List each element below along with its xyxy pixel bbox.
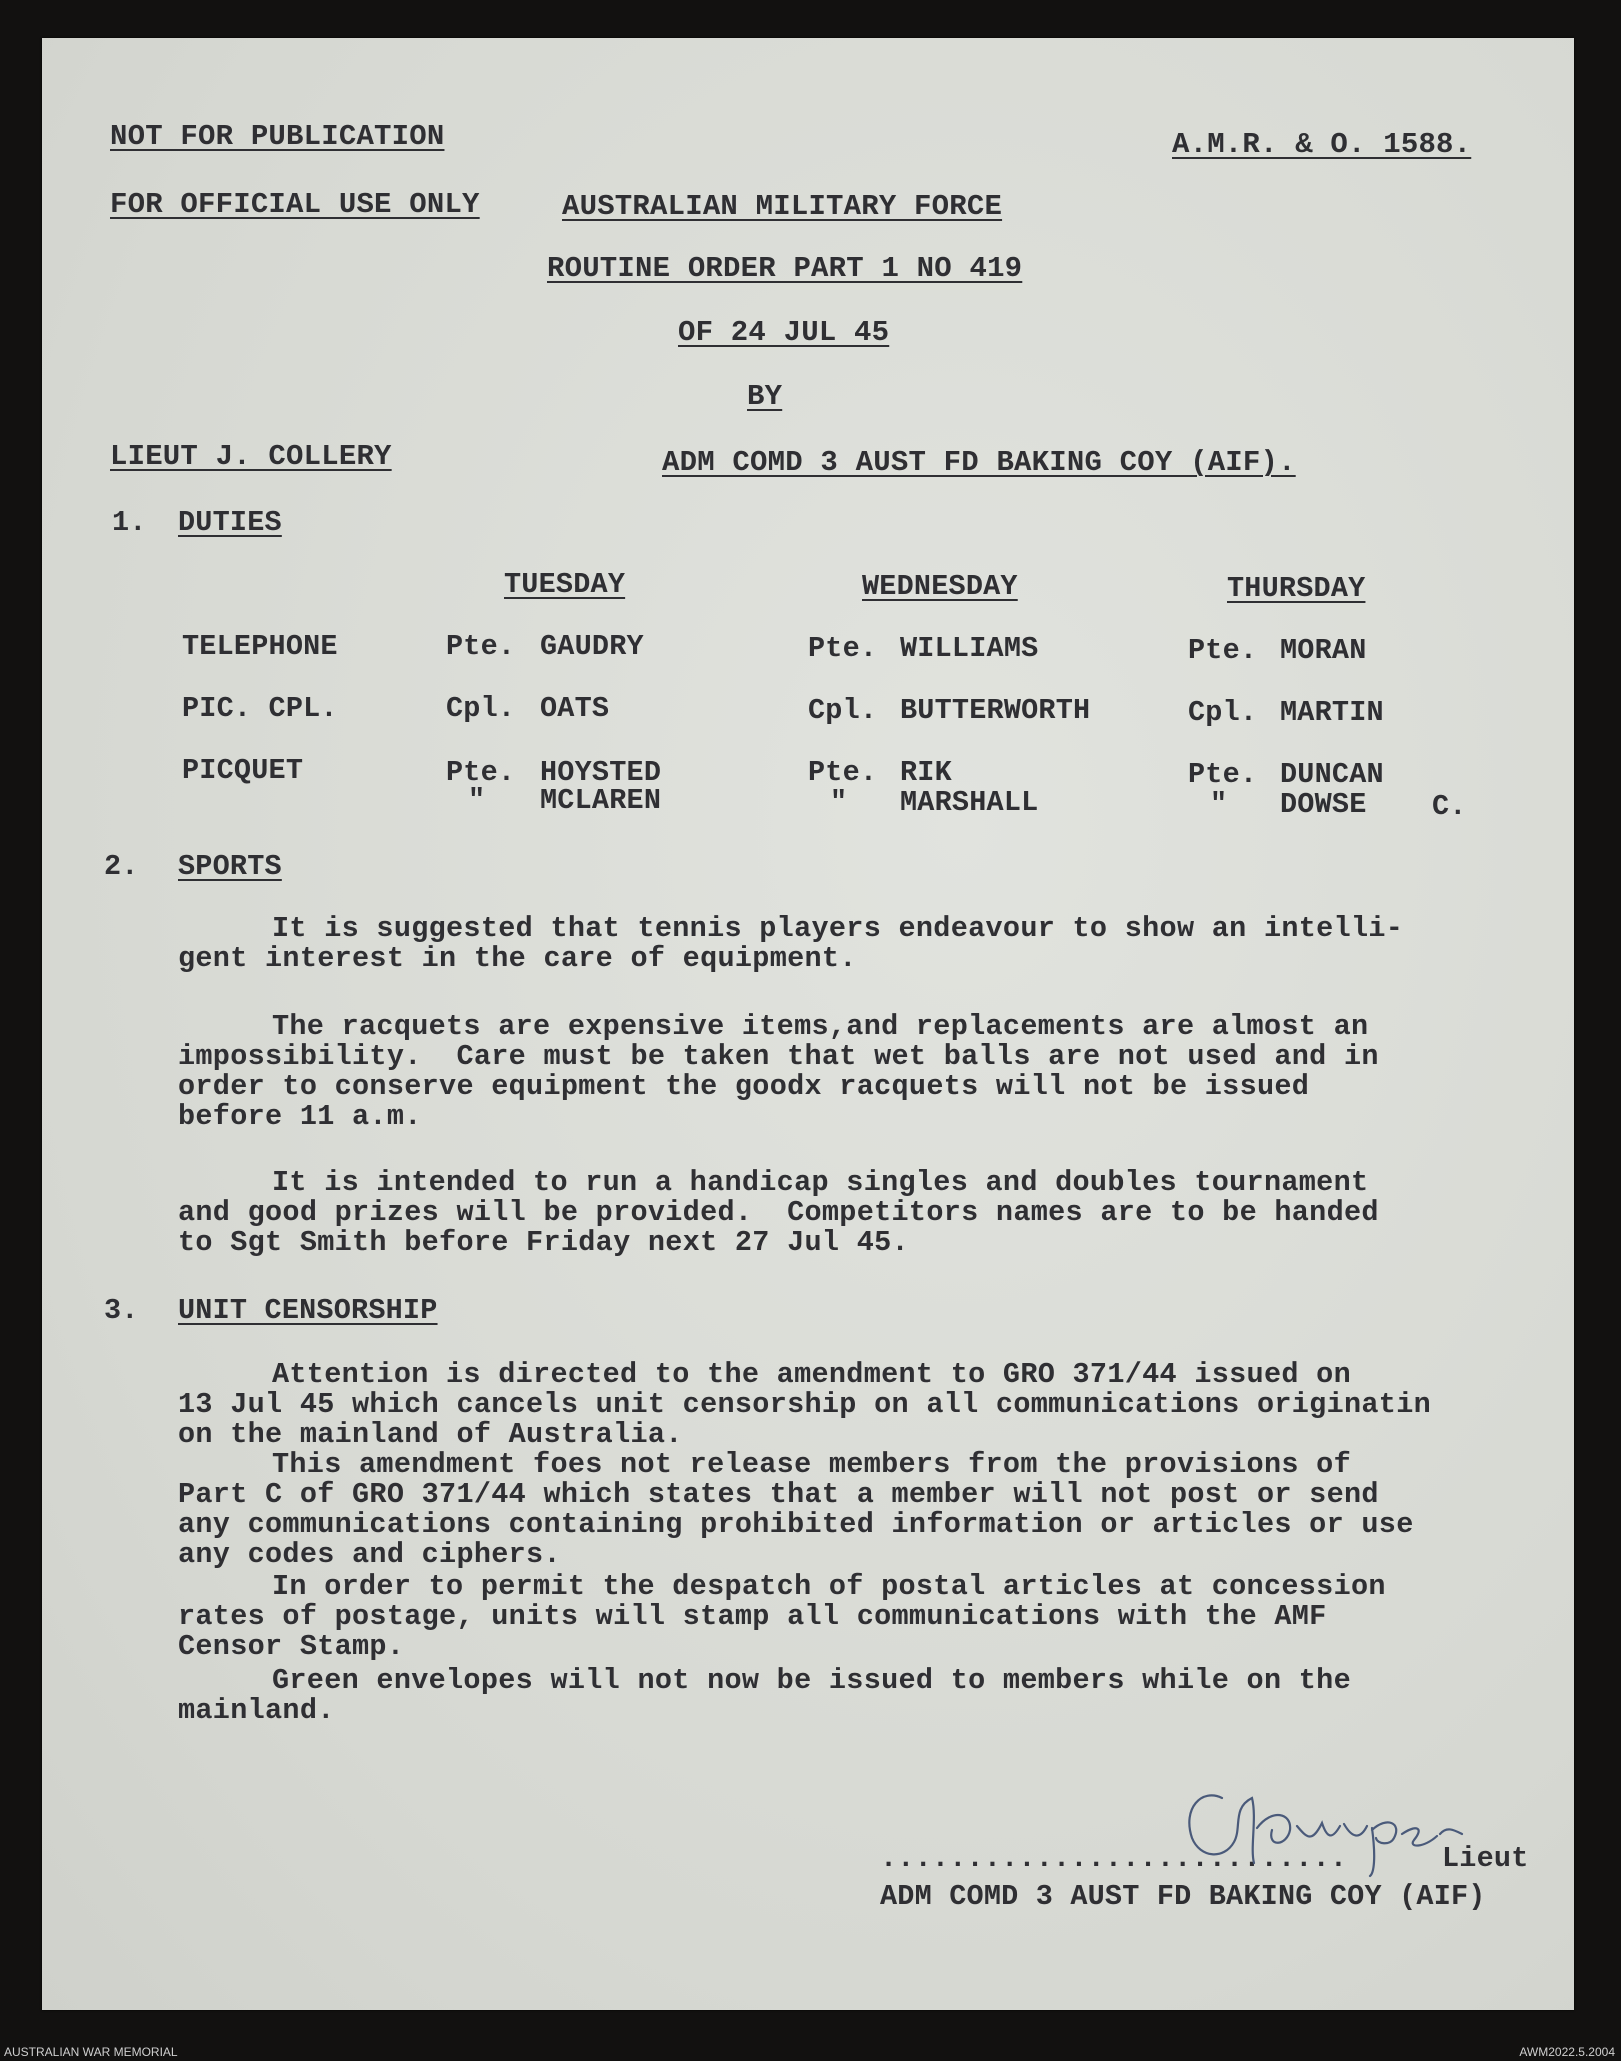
sports-paragraph-3: It is intended to run a handicap singles and doubles tournament and good prizes will be provided. Competitors names are to be handed to Sgt Smith before Friday next 27 Jul 45. xyxy=(178,1166,1379,1259)
duty-name: GAUDRY xyxy=(540,630,644,663)
duty-rank: Cpl. xyxy=(446,692,516,725)
duty-name: DOWSE xyxy=(1280,788,1367,821)
section-title-unit-censorship: UNIT CENSORSHIP xyxy=(178,1294,438,1327)
ditto-mark: " xyxy=(830,786,848,819)
duty-name: WILLIAMS xyxy=(900,632,1039,665)
day-header-thursday: THURSDAY xyxy=(1227,572,1366,605)
footer-accession: AWM2022.5.2004 xyxy=(1519,2045,1615,2059)
duty-name: DUNCAN xyxy=(1280,758,1384,791)
section-number-3: 3. xyxy=(104,1294,139,1327)
section-title-duties: DUTIES xyxy=(178,506,282,539)
censorship-paragraph-3: In order to permit the despatch of postal articles at concession rates of postage, units will stamp all communications with the AMF Censor Stamp. xyxy=(178,1570,1386,1663)
extra-c-mark: C. xyxy=(1432,790,1467,823)
duty-rank: Cpl. xyxy=(1188,696,1258,729)
duty-name: OATS xyxy=(540,692,610,725)
duty-name: MARTIN xyxy=(1280,696,1384,729)
signature-rank: Lieut xyxy=(1442,1842,1529,1875)
document-page xyxy=(42,38,1574,2010)
routine-order-title: ROUTINE ORDER PART 1 NO 419 xyxy=(547,252,1023,285)
order-date: OF 24 JUL 45 xyxy=(678,316,890,349)
duty-name: RIK xyxy=(900,756,952,789)
section-title-sports: SPORTS xyxy=(178,850,282,883)
duty-name: MORAN xyxy=(1280,634,1367,667)
duty-pic-cpl: PIC. CPL. xyxy=(182,692,338,725)
duty-name: BUTTERWORTH xyxy=(900,694,1091,727)
not-for-publication: NOT FOR PUBLICATION xyxy=(110,120,445,153)
duty-rank: Pte. xyxy=(446,630,516,663)
duty-name: HOYSTED xyxy=(540,756,662,789)
duty-name: MARSHALL xyxy=(900,786,1039,819)
sports-paragraph-2: The racquets are expensive items,and replacements are almost an impossibility. Care must be taken that wet balls are not used and in order to conserve equipment the goodx racquets will not be issued before 11 a.m. xyxy=(178,1010,1379,1133)
official-use-only: FOR OFFICIAL USE ONLY xyxy=(110,188,480,221)
duty-name: MCLAREN xyxy=(540,784,662,817)
duty-rank: Pte. xyxy=(1188,758,1258,791)
force-title: AUSTRALIAN MILITARY FORCE xyxy=(562,190,1003,223)
censorship-paragraph-2: This amendment foes not release members from the provisions of Part C of GRO 371/44 which states that a member will not post or send any communications containing prohibited information or articles or use any codes and ciphers. xyxy=(178,1448,1414,1571)
handwritten-signature xyxy=(1162,1768,1492,1878)
duty-rank: Cpl. xyxy=(808,694,878,727)
command-name: ADM COMD 3 AUST FD BAKING COY (AIF). xyxy=(662,446,1296,479)
day-header-tuesday: TUESDAY xyxy=(504,568,626,601)
amr-reference: A.M.R. & O. 1588. xyxy=(1172,128,1472,161)
censorship-paragraph-1: Attention is directed to the amendment to GRO 371/44 issued on 13 Jul 45 which cancels unit censorship on all communications originatin on the mainland of Australia. xyxy=(178,1358,1431,1451)
duty-rank: Pte. xyxy=(446,756,516,789)
signature-dots: ........................... xyxy=(880,1842,1348,1875)
ditto-mark: " xyxy=(1210,788,1228,821)
sports-paragraph-1: It is suggested that tennis players endeavour to show an intelli- gent interest in the care of equipment. xyxy=(178,912,1404,975)
officer-name: LIEUT J. COLLERY xyxy=(110,440,392,473)
signature-command: ADM COMD 3 AUST FD BAKING COY (AIF) xyxy=(880,1880,1486,1913)
section-number-2: 2. xyxy=(104,850,139,883)
ditto-mark: " xyxy=(468,784,486,817)
day-header-wednesday: WEDNESDAY xyxy=(862,570,1018,603)
duty-rank: Pte. xyxy=(808,632,878,665)
duty-telephone: TELEPHONE xyxy=(182,630,338,663)
duty-rank: Pte. xyxy=(1188,634,1258,667)
duty-rank: Pte. xyxy=(808,756,878,789)
footer-source: AUSTRALIAN WAR MEMORIAL xyxy=(4,2045,178,2059)
censorship-paragraph-4: Green envelopes will not now be issued to members while on the mainland. xyxy=(178,1664,1351,1727)
section-number-1: 1. xyxy=(112,506,147,539)
by-label: BY xyxy=(747,380,783,413)
duty-picquet: PICQUET xyxy=(182,754,304,787)
